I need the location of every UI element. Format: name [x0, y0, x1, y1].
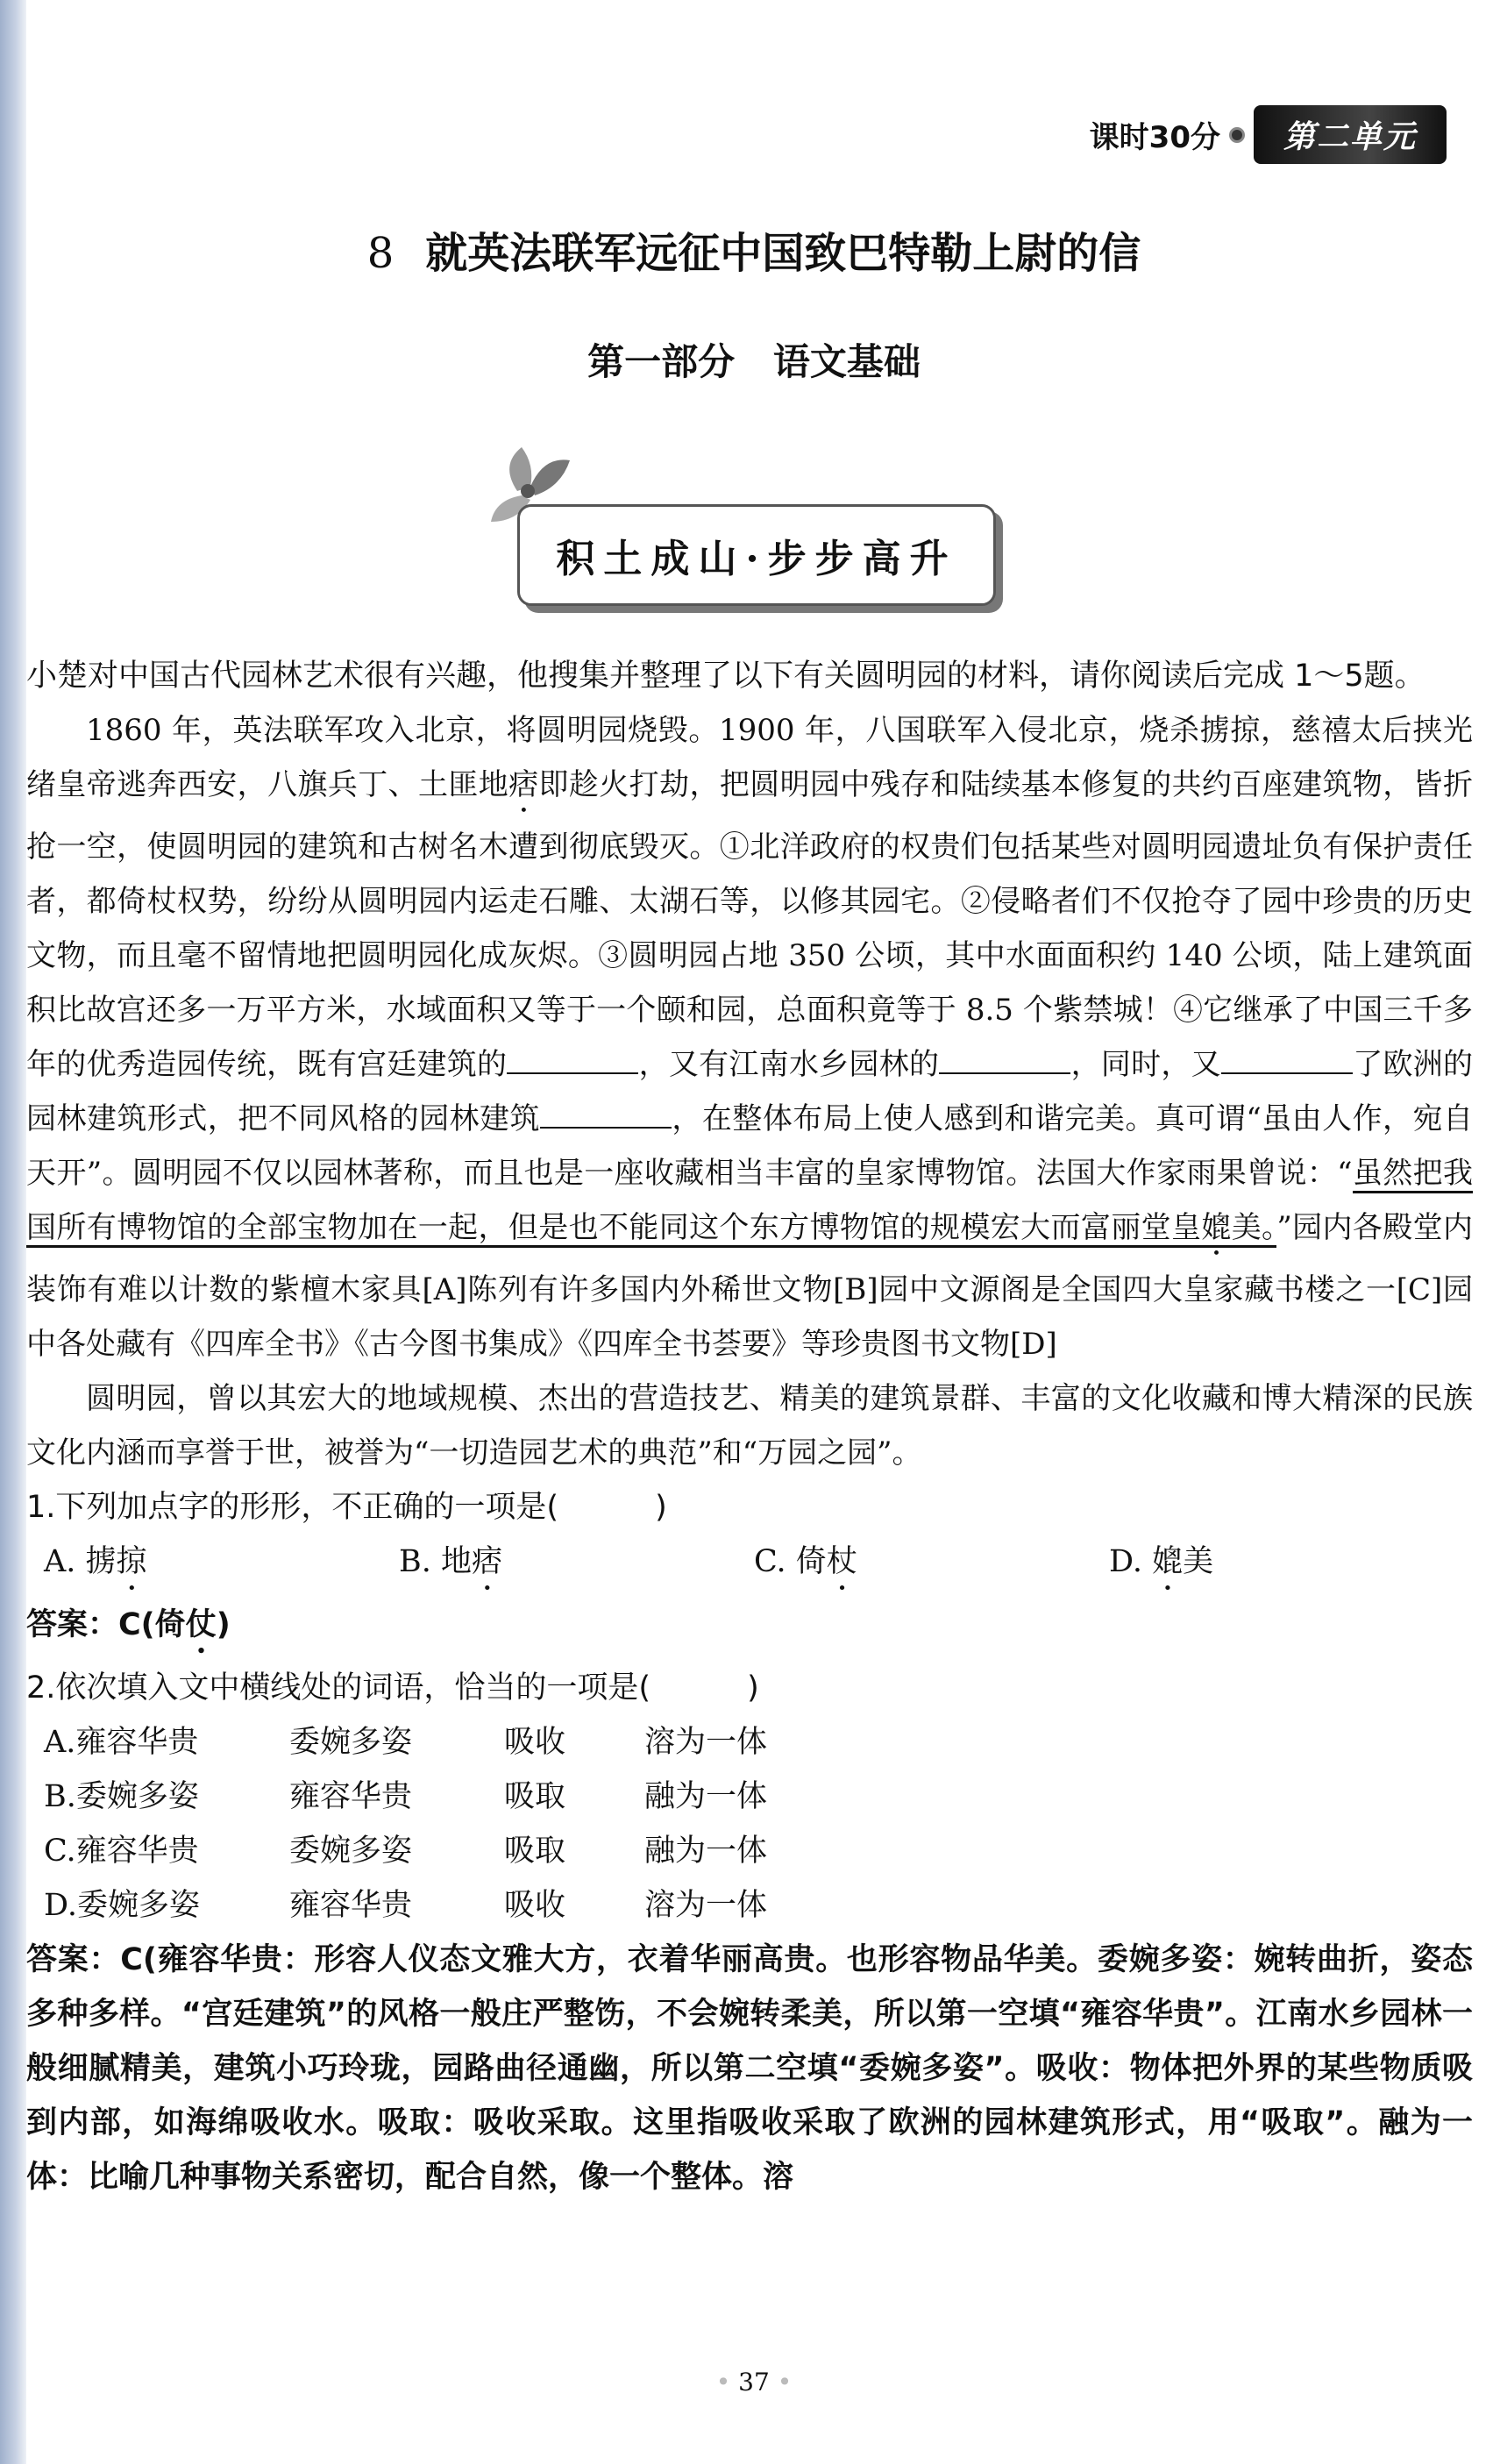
question-1-stem — [26, 1480, 1473, 1535]
passage-text: 1860 年，英法联军攻入北京，将圆明园烧毁。1900 年，八国联军入侵北京，烧杀掳掠，慈禧太后挟光绪皇帝逃奔西安，八旗兵丁、土匪地 — [26, 713, 1473, 802]
passage-text: ”园内各殿堂内装饰有难以计数的紫檀木家具[A]陈列有许多国内外稀世文物[B]园中文源阁是全国四大皇家藏书楼之一[C]园中各处藏有《四库全书》《古今图书集成》《四库全书荟要》等珍贵图书文物[D] — [26, 1210, 1474, 1362]
lesson-title-text: 就英法联军远征中国致巴特勒上尉的信 — [425, 229, 1141, 278]
dotted-char: 掠 — [116, 1544, 147, 1579]
banner-text: 积土成山·步步高升 — [517, 504, 996, 606]
option-label: 美 — [1183, 1544, 1214, 1579]
option-cell: 委婉多姿 — [289, 1725, 413, 1760]
dotted-char: 媲 — [1201, 1210, 1232, 1245]
option-cell: D.委婉多姿 — [44, 1888, 200, 1923]
lesson-time-tag: 课时30分 — [1089, 120, 1220, 155]
option-row-d — [44, 1878, 1473, 1933]
fill-blank-1 — [507, 1041, 638, 1074]
option-row-a — [44, 1715, 1473, 1770]
document-page — [26, 0, 1482, 2464]
lesson-title — [26, 219, 1482, 280]
dotted-char: 痞 — [508, 767, 539, 802]
question-1-options — [44, 1535, 1473, 1598]
page-header — [1090, 105, 1447, 164]
fill-blank-2 — [939, 1041, 1070, 1074]
question-2-answer: 答案：C(雍容华贵：形容人仪态文雅大方，衣着华丽高贵。也形容物品华美。委婉多姿：婉转曲折，姿态多种多样。“宫廷建筑”的风格一般庄严整饬，不会婉转柔美，所以第一空填“雍容华贵”。江南水乡园林一般细腻精美，建筑小巧玲珑，园路曲径通幽，所以第二空填“委婉多姿”。吸收：物体把外界的某些物质吸到内部，如海绵吸收水。吸取：吸收采取。这里指吸收采取了欧洲的园林建筑形式，用“吸取”。融为一体：比喻几种事物关系密切，配合自然，像一个整体。溶 — [26, 1942, 1473, 2195]
question-2-stem — [26, 1661, 1473, 1715]
option-cell: 吸取 — [504, 1834, 566, 1869]
question-text: 2.依次填入文中横线处的词语，恰当的一项是( — [26, 1670, 651, 1706]
question-2-options — [44, 1715, 1473, 1933]
passage-text: ，又有江南水乡园林的 — [638, 1047, 940, 1082]
page-number — [26, 2368, 1482, 2396]
question-1-answer — [26, 1598, 1473, 1661]
dotted-char: 痞 — [471, 1544, 502, 1579]
passage-text: 了欧洲的园林建筑形式，把不同风格的园林建筑 — [26, 1047, 1474, 1136]
option-label: D. — [1109, 1544, 1153, 1579]
option-label: A. 掳 — [44, 1544, 117, 1579]
book-spine — [0, 0, 26, 2464]
option-cell: A.雍容华贵 — [44, 1725, 199, 1760]
option-b — [399, 1535, 754, 1598]
option-label: C. 倚 — [754, 1544, 827, 1579]
option-cell: 吸收 — [504, 1888, 566, 1923]
option-cell: 雍容华贵 — [289, 1888, 413, 1923]
answer-text: ) — [216, 1607, 231, 1642]
quote-text: 虽然把我国所有博物馆的全部宝物加在一起，但是也不能同这个东方博物馆的规模宏大而富丽堂皇 — [26, 1156, 1473, 1245]
option-cell: 吸收 — [504, 1725, 566, 1760]
option-label: B. 地 — [399, 1544, 472, 1579]
option-cell: 吸取 — [504, 1779, 566, 1814]
intro-text: 小楚对中国古代园林艺术很有兴趣，他搜集并整理了以下有关圆明园的材料，请你阅读后完成 1～5题。 — [26, 659, 1425, 694]
option-cell: 溶为一体 — [644, 1725, 768, 1760]
quote-text: 美。 — [1231, 1210, 1277, 1245]
question-text: 1.下列加点字的形形，不正确的一项是( — [26, 1490, 559, 1525]
part-title: 第一部分 语文基础 — [587, 340, 921, 383]
question-text: ) — [655, 1490, 667, 1525]
unit-badge: 第二单元 — [1254, 105, 1447, 164]
bullet-icon — [1229, 127, 1245, 143]
option-d — [1109, 1535, 1464, 1598]
lesson-number: 8 — [366, 229, 395, 278]
fill-blank-3 — [1221, 1041, 1353, 1074]
question-text: ) — [747, 1670, 759, 1706]
dotted-char: 杖 — [826, 1544, 857, 1579]
option-c — [754, 1535, 1109, 1598]
option-row-c — [44, 1824, 1473, 1878]
page-number-dot: • — [715, 2368, 731, 2396]
option-cell: C.雍容华贵 — [44, 1834, 199, 1869]
main-content — [26, 649, 1473, 2204]
option-cell: 委婉多姿 — [289, 1834, 413, 1869]
passage-text: ，在整体布局上使人感到和谐完美。真可谓“虽由人作，宛自天开”。圆明园不仅以园林著称，而且也是一座收藏相当丰富的皇家博物馆。法国大作家雨果曾说：“ — [26, 1101, 1473, 1191]
option-cell: 雍容华贵 — [289, 1779, 413, 1814]
option-row-b — [44, 1770, 1473, 1824]
option-cell: 融为一体 — [644, 1779, 768, 1814]
option-cell: 融为一体 — [644, 1834, 768, 1869]
option-a — [44, 1535, 399, 1598]
passage-paragraph-1 — [26, 703, 1473, 1371]
section-banner — [465, 438, 1008, 614]
passage-text: ，同时，又 — [1070, 1047, 1221, 1082]
fill-blank-4 — [540, 1095, 672, 1129]
dotted-char: 仗 — [185, 1607, 217, 1642]
answer-text: 答案：C(倚 — [26, 1607, 186, 1642]
dotted-char: 媲 — [1152, 1544, 1184, 1579]
page-number-text: 37 — [738, 2368, 770, 2396]
option-cell: 溶为一体 — [644, 1888, 768, 1923]
passage-paragraph-2: 圆明园，曾以其宏大的地域规模、杰出的营造技艺、精美的建筑景群、丰富的文化收藏和博大精深的民族文化内涵而享誉于世，被誉为“一切造园艺术的典范”和“万园之园”。 — [26, 1381, 1473, 1471]
page-number-dot: • — [777, 2368, 793, 2396]
passage-text: 即趁火打劫，把圆明园中残存和陆续基本修复的共约百座建筑物，皆折抢一空，使圆明园的建筑和古树名木遭到彻底毁灭。①北洋政府的权贵们包括某些对圆明园遗址负有保护责任者，都倚杖权势，纷纷从圆明园内运走石雕、太湖石等，以修其园宅。②侵略者们不仅抢夺了园中珍贵的历史文物，而且毫不留情地把圆明园化成灰烬。③圆明园占地 350 公顷，其中水面面积约 140 公顷，陆上建筑面积比故宫还多一万平方米，水域面积又等于一个颐和园，总面积竟等于 8.5 个紫禁城！④它继承了中国三千多年的优秀造园传统，既有宫廷建筑的 — [26, 767, 1474, 1082]
option-cell: B.委婉多姿 — [44, 1779, 199, 1814]
